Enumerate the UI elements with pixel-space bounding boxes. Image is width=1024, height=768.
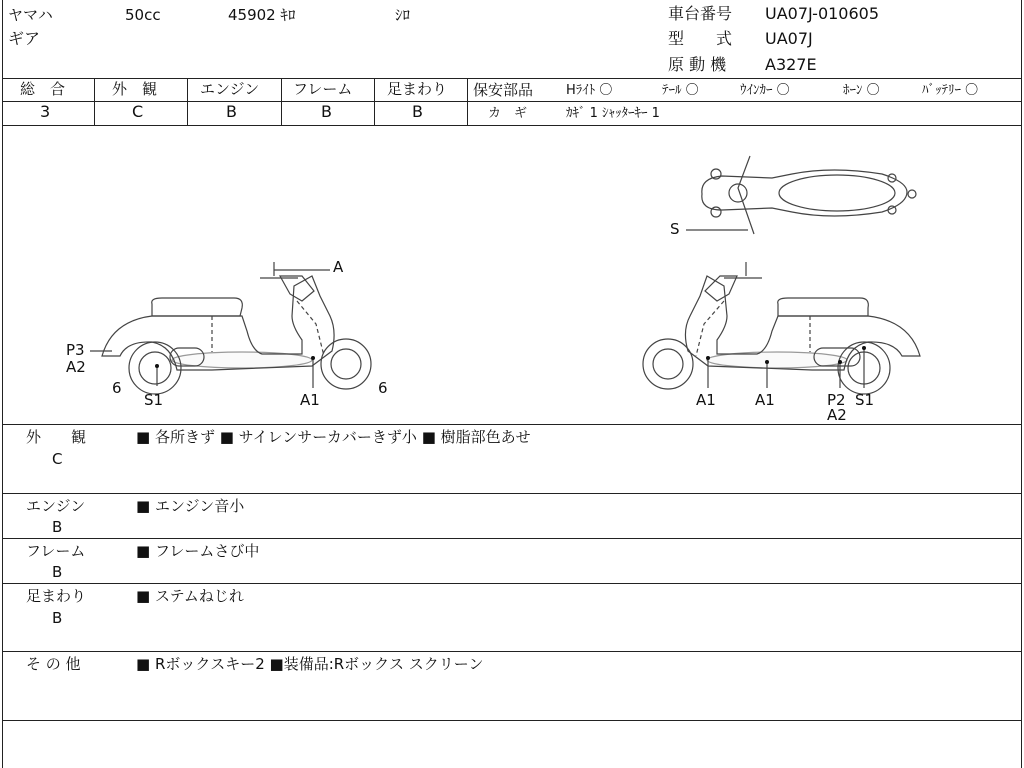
key-label: カ ギ <box>488 106 528 121</box>
frame-label: 車台番号 <box>668 4 733 23</box>
remarks-row-divider <box>2 493 1022 494</box>
remark-label: 足まわり <box>26 587 87 605</box>
grade-overall-label: 総 合 <box>20 80 66 98</box>
remarks-bottom <box>2 720 1022 721</box>
grade-col-divider <box>187 78 188 125</box>
scooter-left-view <box>102 262 371 394</box>
grade-exterior-value: C <box>132 102 144 121</box>
label-s1-right: S1 <box>855 391 875 409</box>
label-p2: P2 <box>827 391 846 409</box>
label-a2-left: A2 <box>66 358 86 376</box>
safety-item-battery: ﾊﾞｯﾃﾘｰ 〇 <box>922 83 979 98</box>
label-a1-mid: A1 <box>755 391 775 409</box>
label-p3: P3 <box>66 341 85 359</box>
remark-label: 外 観 <box>26 428 87 446</box>
remarks-row-divider <box>2 538 1022 539</box>
remark-grade: C <box>52 450 63 468</box>
label-6-right: 6 <box>378 379 388 397</box>
remark-label: フレーム <box>26 542 86 560</box>
type-value: UA07J <box>765 29 813 48</box>
grade-table-mid-right <box>467 101 1022 102</box>
damage-diagram <box>2 126 1022 424</box>
safety-item-horn: ﾎｰﾝ 〇 <box>843 83 880 98</box>
grade-col-divider <box>374 78 375 125</box>
check-mark-icon: 〇 <box>965 83 979 98</box>
scooter-right-view <box>643 262 920 394</box>
check-mark-icon: 〇 <box>599 83 613 98</box>
label-s-top: S <box>670 220 680 238</box>
remark-text: ■ Rボックスキー2 ■装備品:Rボックス スクリーン <box>136 655 484 673</box>
remark-grade: B <box>52 518 63 536</box>
grade-col-divider <box>94 78 95 125</box>
remarks-top <box>2 424 1022 425</box>
remark-label: エンジン <box>26 497 86 515</box>
grade-col-divider <box>281 78 282 125</box>
model-name: ギア <box>8 29 41 48</box>
grade-suspension-label: 足まわり <box>387 80 448 98</box>
grade-engine-label: エンジン <box>200 80 260 98</box>
type-label: 型 式 <box>668 29 733 48</box>
grade-exterior-label: 外 観 <box>112 80 158 98</box>
safety-item-tail: ﾃｰﾙ 〇 <box>662 83 699 98</box>
grade-suspension-value: B <box>412 102 423 121</box>
grade-overall-value: 3 <box>40 102 51 121</box>
displacement: 50cc <box>125 6 161 24</box>
remark-grade: B <box>52 609 63 627</box>
label-a2-right: A2 <box>827 406 847 424</box>
remark-grade: B <box>52 563 63 581</box>
safety-label: 保安部品 <box>473 81 534 99</box>
grade-table-top <box>2 78 1022 79</box>
grade-frame-value: B <box>321 102 332 121</box>
maker-name: ヤマハ <box>8 6 53 24</box>
engine-model-value: A327E <box>765 55 817 74</box>
scooter-top-view <box>702 156 916 234</box>
engine-model-label: 原 動 機 <box>668 55 727 74</box>
grade-frame-label: フレーム <box>293 80 353 98</box>
label-6-left: 6 <box>112 379 122 397</box>
check-mark-icon: 〇 <box>776 83 790 98</box>
frame-value: UA07J-010605 <box>765 4 880 23</box>
remark-label: そ の 他 <box>26 655 81 673</box>
remark-text: ■ 各所きず ■ サイレンサーカバーきず小 ■ 樹脂部色あせ <box>136 428 531 446</box>
label-a1-front: A1 <box>696 391 716 409</box>
label-a: A <box>333 258 344 276</box>
check-mark-icon: 〇 <box>685 83 699 98</box>
color: ｼﾛ <box>395 6 411 24</box>
scooter-diagram-svg <box>2 126 1022 424</box>
label-s1-left: S1 <box>144 391 164 409</box>
remark-text: ■ ステムねじれ <box>136 587 244 605</box>
check-mark-icon: 〇 <box>866 83 880 98</box>
remark-text: ■ エンジン音小 <box>136 497 245 515</box>
remarks-row-divider <box>2 583 1022 584</box>
label-a1-left: A1 <box>300 391 320 409</box>
mileage: 45902 ｷﾛ <box>228 6 296 24</box>
safety-item-headlight: Hﾗｲﾄ 〇 <box>566 83 613 98</box>
remarks-row-divider <box>2 651 1022 652</box>
grade-col-divider <box>467 78 468 125</box>
safety-item-winker: ｳｲﾝｶｰ 〇 <box>740 83 790 98</box>
key-value: ｶｷﾞ 1 ｼｬｯﾀｰｷｰ 1 <box>566 106 660 121</box>
remark-text: ■ フレームさび中 <box>136 542 260 560</box>
grade-engine-value: B <box>226 102 237 121</box>
